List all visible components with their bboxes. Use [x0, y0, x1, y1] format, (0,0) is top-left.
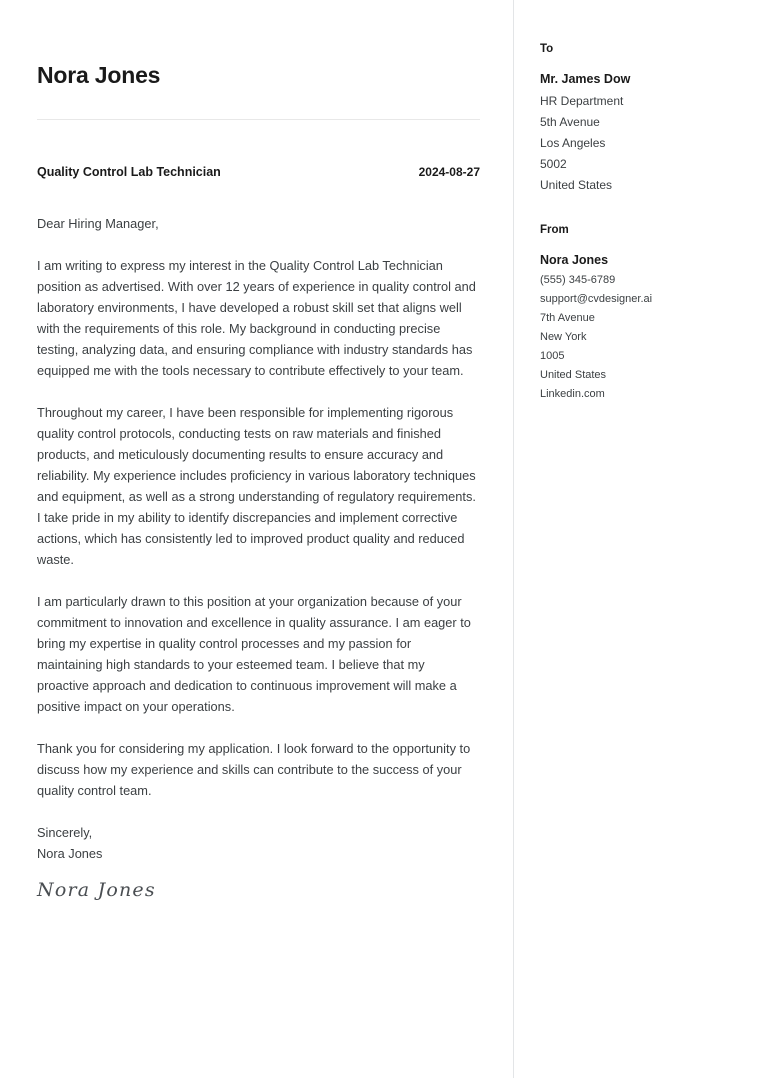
title-date-row: [37, 165, 480, 179]
recipient-address-line: 5002: [540, 157, 567, 171]
sender-address-line: United States: [540, 369, 607, 381]
sender-name: Nora Jones: [540, 253, 609, 267]
sender-address-line: 1005: [540, 350, 565, 362]
sender-email: support@cvdesigner.ai: [540, 293, 653, 305]
body-paragraph: Thank you for considering my application. I look forward to the opportunity to discuss how my experience and skills can contribute to the success of your quality control team.: [37, 740, 471, 798]
body-paragraph: I am particularly drawn to this position at your organization because of your commitment to innovation and excellence in quality assurance. I am eager to bring my expertise in quality control processes and my passion for maintaining high standards to your esteemed team. I believe that my proactive approach and dedication to continuous improvement will make a positive impact on your operations.: [37, 593, 471, 714]
body-paragraph: I am writing to express my interest in the Quality Control Lab Technician position as advertised. With over 12 years of experience in quality control and laboratory environments, I have developed a robust skill set that aligns well with the requirements of this role. My background in conducting precise testing, analyzing data, and ensuring compliance with industry standards has equipped me with the tools necessary to contribute effectively to your team.: [37, 257, 476, 378]
header-divider: [37, 119, 480, 120]
sender-phone: (555) 345-6789: [540, 274, 616, 286]
recipient-heading: To: [540, 43, 554, 55]
sender-address-line: 7th Avenue: [540, 312, 595, 324]
body-paragraph: Throughout my career, I have been responsible for implementing rigorous quality control protocols, conducting tests on raw materials and finished products, and meticulously documenting results to ensure accuracy and reliability. My experience includes proficiency in various laboratory techniques and equipment, as well as a strong understanding of regulatory requirements. I take pride in my ability to identify discrepancies and implement corrective actions, which has consistently led to improved product quality and reduced waste.: [37, 404, 476, 567]
greeting: Dear Hiring Manager,: [37, 215, 159, 231]
recipient-address-line: 5th Avenue: [540, 115, 600, 129]
letter-column: [37, 0, 480, 901]
job-title: Quality Control Lab Technician: [37, 164, 221, 179]
letter-date: 2024-08-27: [418, 164, 480, 179]
sender-website: Linkedin.com: [540, 388, 605, 400]
sender-heading: From: [540, 224, 569, 236]
sender-address-line: New York: [540, 331, 587, 343]
sender-contact-details: [540, 271, 740, 404]
recipient-address: [540, 91, 740, 196]
recipient-address-line: Los Angeles: [540, 136, 606, 150]
closing-block: [37, 822, 480, 864]
signature: Nora Jones: [37, 878, 156, 901]
closing-salutation: Sincerely,: [37, 824, 93, 840]
closing-name: Nora Jones: [37, 845, 103, 861]
recipient-address-line: HR Department: [540, 94, 624, 108]
recipient-name: Mr. James Dow: [540, 72, 631, 86]
recipient-address-line: United States: [540, 178, 613, 192]
column-divider: [513, 0, 514, 1078]
page-title: Nora Jones: [37, 62, 161, 88]
address-column: [540, 0, 740, 404]
